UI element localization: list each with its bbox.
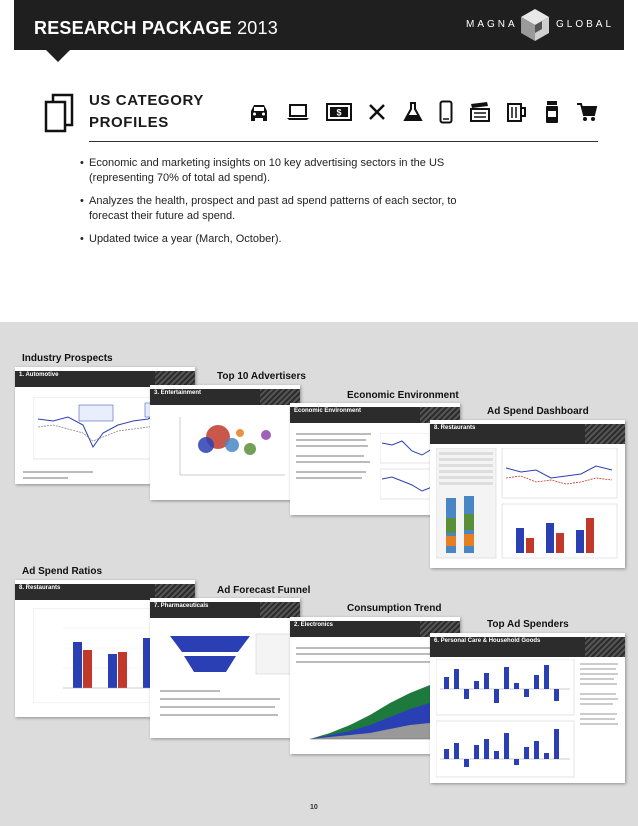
mug-icon (506, 101, 528, 128)
document-icon (44, 93, 74, 133)
thumb-ad-forecast-funnel (150, 598, 300, 738)
thumb-title: 2. Electronics (294, 622, 334, 628)
car-icon (248, 102, 270, 127)
label-consumption-trend: Consumption Trend (347, 603, 442, 614)
bullet-item: • Analyzes the health, prospect and past ad spend patterns of each sector, to forecast their future ad spend. (80, 194, 480, 224)
section-title-line2: PROFILES (89, 114, 169, 131)
logo-word-left: MAGNA (466, 19, 518, 30)
bullet-item: • Economic and marketing insights on 10 key advertising sectors in the US (representing 70% of total ad spend). (80, 156, 480, 186)
thumb-title: 7. Pharmaceuticals (154, 603, 209, 609)
thumb-title: 8. Restaurants (19, 585, 61, 591)
package-title-bold: RESEARCH PACKAGE (34, 18, 232, 38)
thumb-top-spenders-charts (436, 659, 621, 779)
thumb-title: 8. Restaurants (434, 425, 476, 431)
bullet-list (80, 156, 480, 255)
thumb-title: 1. Automotive (19, 372, 59, 378)
laptop-icon (286, 103, 310, 126)
cart-icon (576, 102, 598, 127)
logo-word-right: GLOBAL (556, 19, 615, 30)
thumb-title: 6. Personal Care & Household Goods (434, 638, 541, 644)
thumb-top-10-advertisers (150, 385, 300, 500)
page-number: 10 (310, 804, 318, 811)
header-bar (14, 0, 624, 50)
thumb-ad-spend-dashboard (430, 420, 625, 568)
section-divider (89, 141, 598, 142)
label-industry-prospects: Industry Prospects (22, 353, 113, 364)
bullet-item: • Updated twice a year (March, October). (80, 232, 480, 247)
label-ad-spend-ratios: Ad Spend Ratios (22, 566, 103, 577)
thumb-top-ad-spenders (430, 633, 625, 783)
package-title (34, 18, 278, 39)
phone-icon (439, 100, 453, 129)
package-title-year: 2013 (237, 18, 278, 38)
label-ad-spend-dashboard: Ad Spend Dashboard (487, 406, 589, 417)
label-economic-environment: Economic Environment (347, 390, 459, 401)
money-icon (326, 103, 352, 126)
thumb-title: 3. Entertainment (154, 390, 202, 396)
thumb-bubble-chart (170, 415, 290, 485)
magna-global-logo (466, 6, 614, 44)
utensils-icon (367, 102, 387, 127)
section-title-line1: US CATEGORY (89, 92, 204, 109)
label-top-10-advertisers: Top 10 Advertisers (217, 371, 306, 382)
header-notch (46, 50, 70, 62)
label-top-ad-spenders: Top Ad Spenders (487, 619, 569, 630)
svg-text:$: $ (336, 107, 342, 117)
medicine-bottle-icon (544, 100, 560, 129)
clapperboard-icon (469, 101, 491, 128)
flask-icon (403, 101, 423, 128)
logo-cube-icon (520, 8, 550, 42)
thumb-dashboard-charts (436, 448, 621, 563)
thumb-funnel (160, 630, 295, 680)
label-ad-forecast-funnel: Ad Forecast Funnel (217, 585, 311, 596)
category-icons (248, 100, 598, 128)
thumb-title: Economic Environment (294, 408, 362, 414)
section-title (89, 90, 204, 134)
